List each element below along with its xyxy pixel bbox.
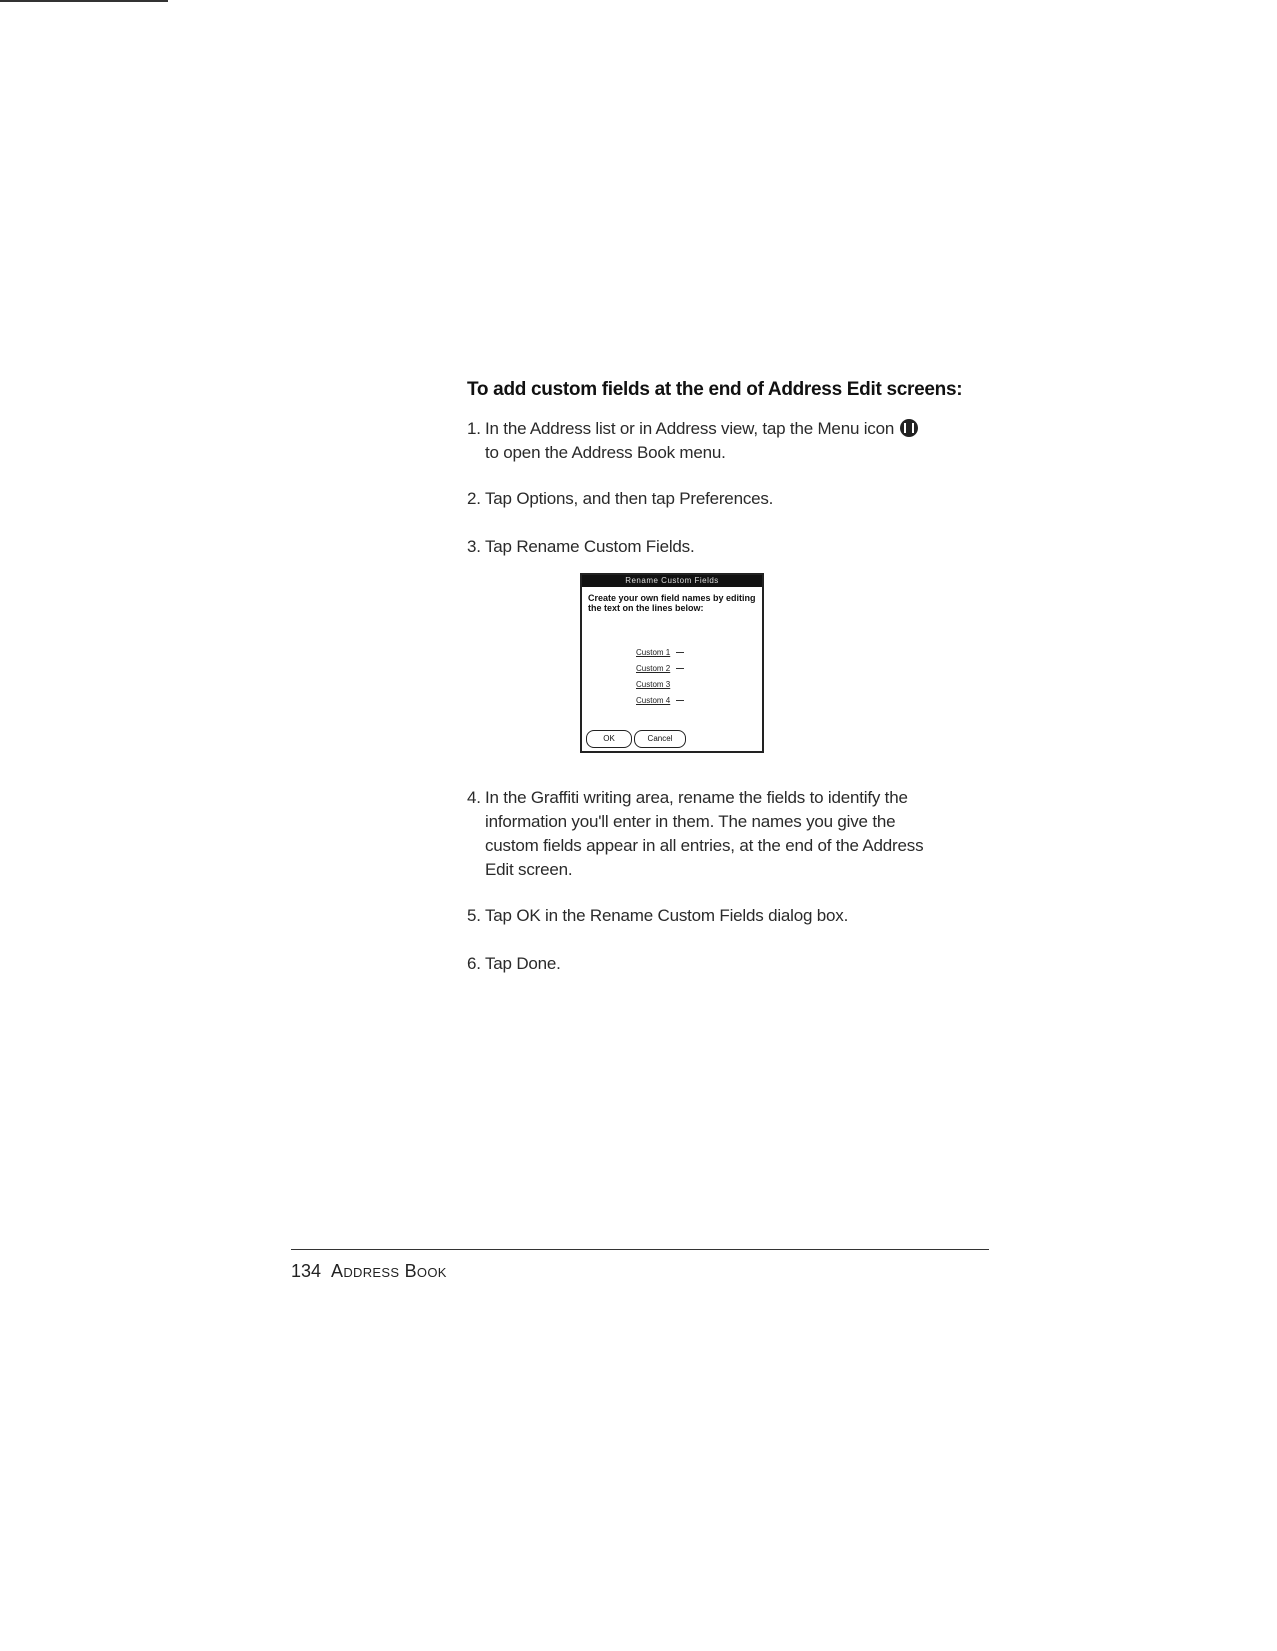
custom-field-4: Custom 4 [636,696,684,705]
step-number: 4. [467,788,481,807]
footer-rule [291,1249,989,1250]
cancel-button: Cancel [634,730,686,748]
step-number: 6. [467,954,481,973]
step-text-continued: to open the Address Book menu. [485,443,726,462]
step-number: 3. [467,537,481,556]
step-3 [467,535,987,559]
menu-icon [900,419,918,437]
step-text: Tap OK in the Rename Custom Fields dialog box. [485,906,849,925]
step-1 [467,417,987,465]
custom-field-3: Custom 3 [636,680,671,689]
step-number: 5. [467,906,481,925]
step-text-continued: Edit screen. [485,860,573,879]
step-5 [467,904,987,928]
step-text: Tap Rename Custom Fields. [485,537,695,556]
step-6 [467,952,987,976]
step-text: Tap Done. [485,954,561,973]
custom-field-1: Custom 1 [636,648,684,657]
ok-button: OK [586,730,632,748]
page-number: 134 [291,1261,322,1281]
step-text: In the Address list or in Address view, tap the Menu icon [485,419,895,438]
rename-custom-fields-dialog [580,573,764,753]
step-text-continued: custom fields appear in all entries, at the end of the Address [485,836,924,855]
dialog-title: Rename Custom Fields [582,575,762,587]
step-text: In the Graffiti writing area, rename the fields to identify the [485,788,908,807]
step-text: Tap Options, and then tap Preferences. [485,489,774,508]
step-2 [467,487,987,511]
page-footer [291,1261,447,1282]
procedure-heading: To add custom fields at the end of Address Edit screens: [467,379,963,400]
step-text-continued: information you'll enter in them. The names you give the [485,812,896,831]
custom-field-2: Custom 2 [636,664,684,673]
step-number: 2. [467,489,481,508]
dialog-message: Create your own field names by editing the text on the lines below: [588,593,756,613]
section-title: Address Book [331,1261,447,1281]
step-4 [467,786,987,882]
step-number: 1. [467,419,481,438]
top-rule [0,0,168,2]
